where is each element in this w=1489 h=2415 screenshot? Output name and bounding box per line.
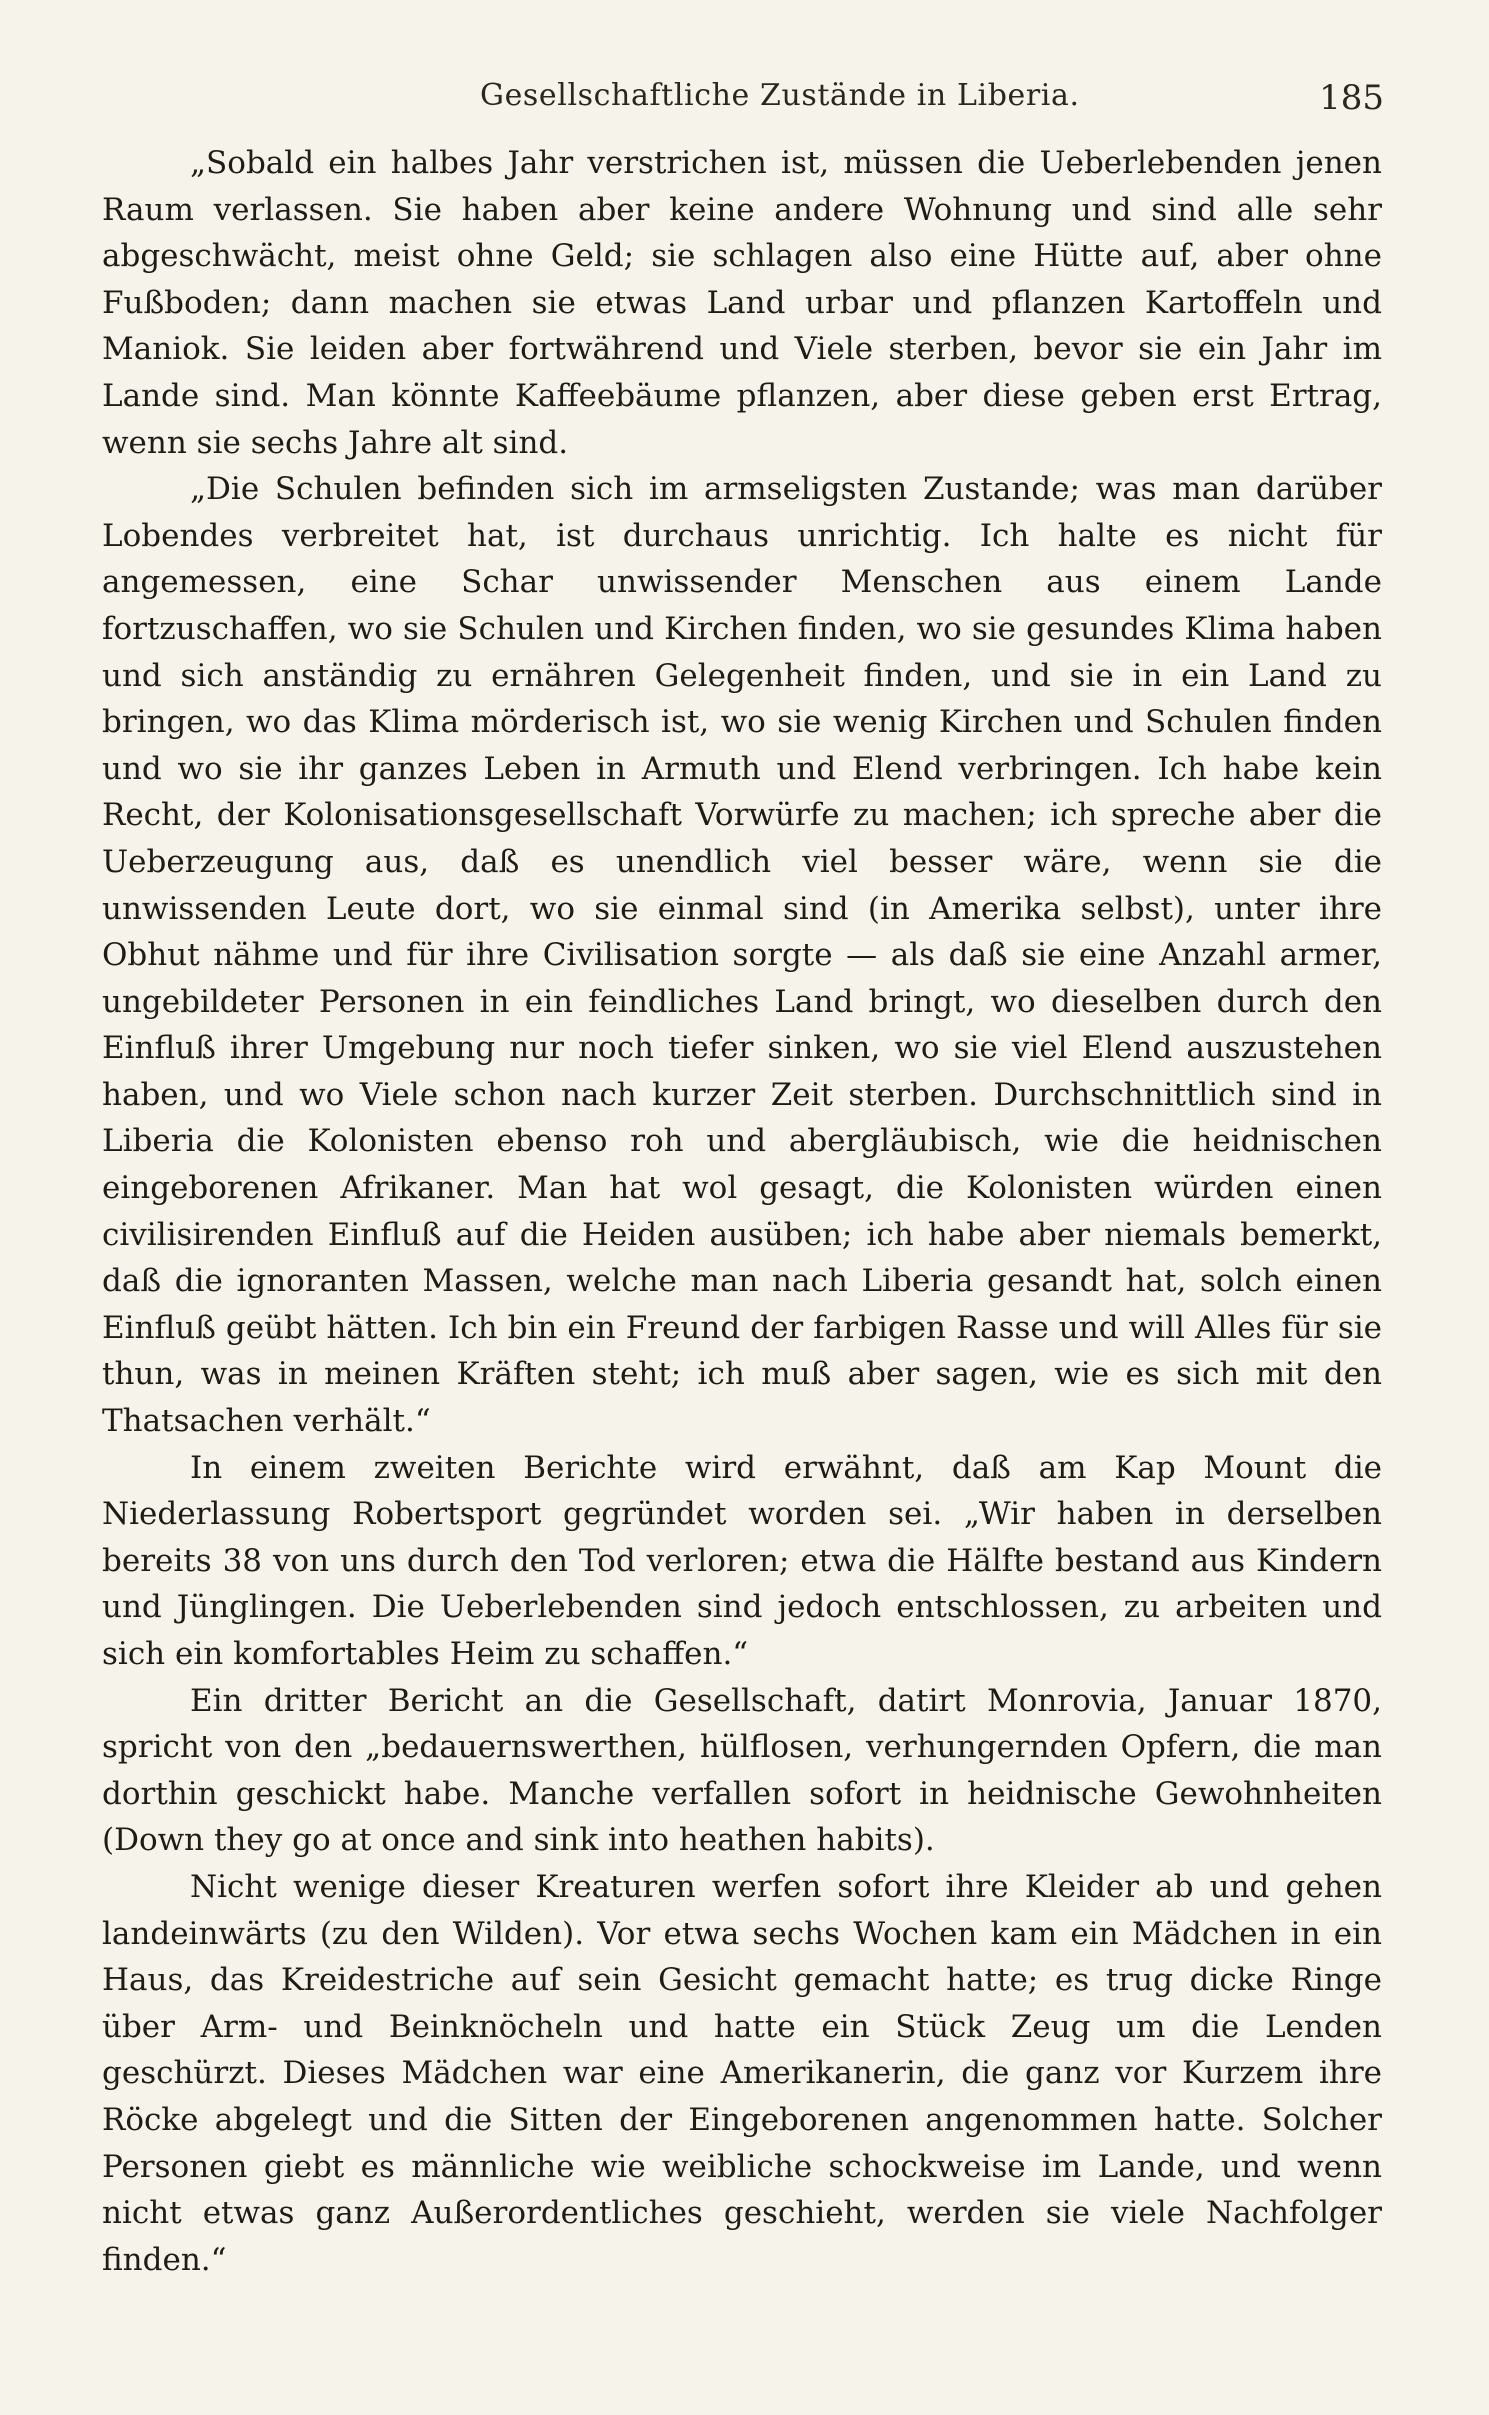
running-title: Gesellschaftliche Zustände in Liberia. (480, 78, 1080, 113)
paragraph-2: „Die Schulen befinden sich im armseligsten Zustande; was man darüber Lobendes verbreitet hat, ist durchaus unrichtig. Ich halte es nicht für angemessen, eine Schar unwissender Menschen aus einem Lande fortzuschaffen, wo sie Schulen und Kirchen finden, wo sie gesundes Klima haben und sich anständig zu ernähren Gelegenheit finden, und sie in ein Land zu bringen, wo das Klima mörderisch ist, wo sie wenig Kirchen und Schulen finden und wo sie ihr ganzes Leben in Armuth und Elend verbringen. Ich habe kein Recht, der Kolonisationsgesellschaft Vorwürfe zu machen; ich spreche aber die Ueberzeugung aus, daß es unendlich viel besser wäre, wenn sie die unwissenden Leute dort, wo sie einmal sind (in Amerika selbst), unter ihre Obhut nähme und für ihre Civilisation sorgte — als daß sie eine Anzahl armer, ungebildeter Personen in ein feindliches Land bringt, wo dieselben durch den Einfluß ihrer Umgebung nur noch tiefer sinken, wo sie viel Elend auszustehen haben, und wo Viele schon nach kurzer Zeit sterben. Durchschnittlich sind in Liberia die Kolonisten ebenso roh und abergläubisch, wie die heidnischen eingeborenen Afrikaner. Man hat wol gesagt, die Kolonisten würden einen civilisirenden Einfluß auf die Heiden ausüben; ich habe aber niemals bemerkt, daß die ignoranten Massen, welche man nach Liberia gesandt hat, solch einen Einfluß geübt hätten. Ich bin ein Freund der farbigen Rasse und will Alles für sie thun, was in meinen Kräften steht; ich muß aber sagen, wie es sich mit den Thatsachen verhält.“ (102, 471, 1382, 1440)
paragraph-3: In einem zweiten Berichte wird erwähnt, daß am Kap Mount die Niederlassung Robertsport gegründet worden sei. „Wir haben in derselben bereits 38 von uns durch den Tod verloren; etwa die Hälfte bestand aus Kindern und Jünglingen. Die Ueberlebenden sind jedoch entschlossen, zu arbeiten und sich ein komfortables Heim zu schaffen.“ (102, 1449, 1382, 1672)
page-number: 185 (1319, 78, 1384, 118)
paragraph-5: Nicht wenige dieser Kreaturen werfen sofort ihre Kleider ab und gehen landeinwärts (zu den Wilden). Vor etwa sechs Wochen kam ein Mädchen in ein Haus, das Kreidestriche auf sein Gesicht gemacht hatte; es trug dicke Ringe über Arm- und Beinknöcheln und hatte ein Stück Zeug um die Lenden geschürzt. Dieses Mädchen war eine Amerikanerin, die ganz vor Kurzem ihre Röcke abgelegt und die Sitten der Eingeborenen angenommen hatte. Solcher Personen giebt es männliche wie weibliche schockweise im Lande, und wenn nicht etwas ganz Außerordentliches geschieht, werden sie viele Nachfolger finden.“ (102, 1868, 1382, 2278)
paragraph-1: „Sobald ein halbes Jahr verstrichen ist, müssen die Ueberlebenden jenen Raum verlassen. Sie haben aber keine andere Wohnung und sind alle sehr abgeschwächt, meist ohne Geld; sie schlagen also eine Hütte auf, aber ohne Fußboden; dann machen sie etwas Land urbar und pflanzen Kartoffeln und Maniok. Sie leiden aber fortwährend und Viele sterben, bevor sie ein Jahr im Lande sind. Man könnte Kaffeebäume pflanzen, aber diese geben erst Ertrag, wenn sie sechs Jahre alt sind. (102, 145, 1382, 461)
body-text (102, 140, 1382, 2278)
paragraph-4: Ein dritter Bericht an die Gesellschaft, datirt Monrovia, Januar 1870, spricht von den „bedauernswerthen, hülflosen, verhungernden Opfern, die man dorthin geschickt habe. Manche verfallen sofort in heidnische Gewohnheiten (Down they go at once and sink into heathen habits). (102, 1682, 1382, 1859)
running-head (100, 78, 1390, 122)
